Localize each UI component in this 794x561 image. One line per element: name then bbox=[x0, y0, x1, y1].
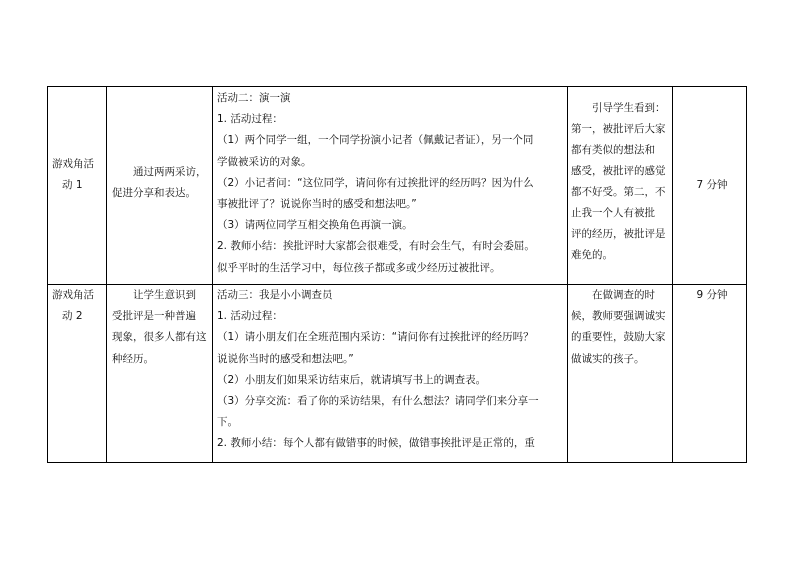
table-bottom-border bbox=[47, 462, 747, 463]
guidance-line: 止我一个人有被批 bbox=[571, 207, 655, 219]
activity-name-cell bbox=[52, 285, 97, 327]
column-border bbox=[212, 86, 213, 463]
table-top-border bbox=[47, 86, 747, 87]
process-line: 2. 教师小结：挨批评时大家都会很难受，有时会生气，有时会委屈。 bbox=[217, 240, 535, 253]
process-line: 活动三：我是小小调查员 bbox=[217, 289, 333, 301]
process-line: （2）小朋友们如果采访结束后，就请填写书上的调查表。 bbox=[217, 373, 487, 386]
purpose-line: 现象，很多人都有这 bbox=[112, 331, 207, 344]
guidance-line: 引导学生看到： bbox=[592, 102, 666, 114]
activity-name-line: 动 2 bbox=[62, 310, 83, 323]
process-line: （3）分享交流：看了你的采访结果，有什么想法？请同学们来分享一 bbox=[217, 395, 539, 408]
purpose-line: 让学生意识到 bbox=[133, 289, 196, 301]
purpose-line: 受批评是一种普遍 bbox=[112, 310, 196, 323]
activity-name-line: 游戏角活 bbox=[52, 158, 94, 170]
activity-name-line: 动 1 bbox=[62, 179, 83, 192]
guidance-line: 在做调查的时 bbox=[592, 289, 655, 301]
guidance-line: 第一，被批评后大家 bbox=[571, 123, 666, 135]
process-line: 说说你当时的感受和想法吧。” bbox=[217, 352, 354, 365]
process-line: 1. 活动过程： bbox=[217, 113, 283, 126]
duration-text: 7 分钟 bbox=[696, 179, 728, 191]
guidance-line: 都不好受。第二，不 bbox=[571, 186, 666, 198]
column-border bbox=[672, 86, 673, 463]
process-line: 事被批评了？说说你当时的感受和想法吧。” bbox=[217, 198, 417, 211]
duration-cell bbox=[676, 285, 748, 306]
process-line: 活动二：演一演 bbox=[217, 92, 291, 104]
process-cell bbox=[217, 285, 565, 455]
guidance-cell bbox=[571, 98, 671, 266]
process-line: 下。 bbox=[217, 416, 238, 429]
column-border bbox=[567, 86, 568, 463]
column-border bbox=[106, 86, 107, 463]
process-line: （2）小记者问：“这位同学，请问你有过挨批评的经历吗？因为什么 bbox=[217, 176, 534, 189]
purpose-line: 种经历。 bbox=[112, 352, 154, 365]
duration-cell bbox=[676, 175, 748, 196]
process-line: （1）两个同学一组，一个同学扮演小记者（佩戴记者证），另一个同 bbox=[217, 134, 534, 147]
purpose-line: 促进分享和表达。 bbox=[112, 187, 196, 200]
guidance-line: 候，教师要强调诚实 bbox=[571, 310, 666, 323]
guidance-line: 的重要性，鼓励大家 bbox=[571, 331, 666, 344]
column-border bbox=[746, 86, 747, 463]
guidance-line: 感受，被批评的感觉 bbox=[571, 165, 666, 177]
process-line: （1）请小朋友们在全班范围内采访：“请问你有过挨批评的经历吗？ bbox=[217, 331, 534, 344]
process-cell bbox=[217, 88, 565, 279]
process-line: （3）请两位同学互相交换角色再演一演。 bbox=[217, 219, 413, 232]
duration-text: 9 分钟 bbox=[696, 289, 728, 301]
guidance-line: 难免的。 bbox=[571, 249, 613, 261]
purpose-cell bbox=[112, 162, 210, 204]
purpose-line: 通过两两采访， bbox=[133, 166, 207, 178]
guidance-line: 都有类似的想法和 bbox=[571, 144, 655, 156]
guidance-line: 做诚实的孩子。 bbox=[571, 352, 645, 365]
activity-name-line: 游戏角活 bbox=[52, 289, 94, 301]
process-line: 2. 教师小结：每个人都有做错事的时候，做错事挨批评是正常的，重 bbox=[217, 437, 535, 450]
process-line: 似乎平时的生活学习中，每位孩子都或多或少经历过被批评。 bbox=[217, 261, 501, 274]
activity-name-cell bbox=[52, 154, 97, 196]
process-line: 学做被采访的对象。 bbox=[217, 155, 312, 168]
purpose-cell bbox=[112, 285, 210, 370]
guidance-cell bbox=[571, 285, 671, 370]
guidance-line: 评的经历，被批评是 bbox=[571, 228, 666, 240]
column-border bbox=[47, 86, 48, 463]
process-line: 1. 活动过程： bbox=[217, 310, 283, 323]
